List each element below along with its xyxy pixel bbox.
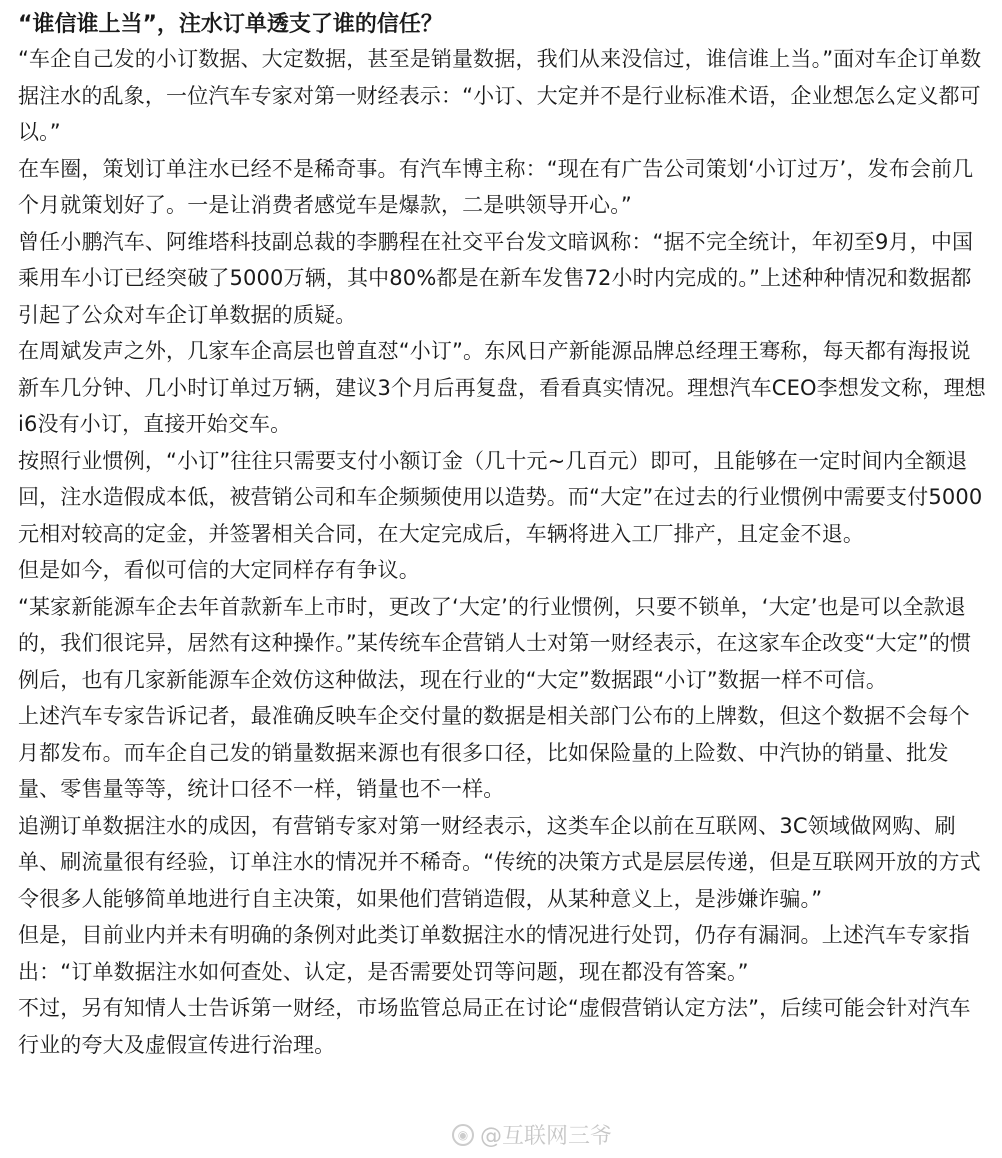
paragraph-6: 但是如今，看似可信的大定同样存有争议。 xyxy=(18,558,420,582)
watermark xyxy=(452,1119,612,1150)
paragraph-3: 曾任小鹏汽车、阿维塔科技副总裁的李鹏程在社交平台发文暗讽称：“据不完全统计，年初至9月，中国乘用车小订已经突破了5000万辆，其中80%都是在新车发售72小时内完成的。”上述种种情况和数据都引起了公众对车企订单数据的质疑。 xyxy=(18,229,974,327)
watermark-text: @互联网三爷 xyxy=(479,1124,612,1149)
paragraph-8: 上述汽车专家告诉记者，最准确反映车企交付量的数据是相关部门公布的上牌数，但这个数据不会每个月都发布。而车企自己发的销量数据来源也有很多口径，比如保险量的上险数、中汽协的销量、批发量、零售量等等，统计口径不一样，销量也不一样。 xyxy=(18,704,970,801)
paragraph-7: “某家新能源车企去年首款新车上市时，更改了‘大定’的行业惯例，只要不锁单，‘大定’也是可以全款退的，我们很诧异，居然有这种操作。”某传统车企营销人士对第一财经表示，在这家车企改变“大定”的惯例后，也有几家新能源车企效仿这种做法，现在行业的“大定”数据跟“小订”数据一样不可信。 xyxy=(18,594,972,692)
paragraph-9: 追溯订单数据注水的成因，有营销专家对第一财经表示，这类车企以前在互联网、3C领域做网购、刷单、刷流量很有经验，订单注水的情况并不稀奇。“传统的决策方式是层层传递，但是互联网开放的方式令很多人能够简单地进行自主决策，如果他们营销造假，从某种意义上，是涉嫌诈骗。” xyxy=(18,813,981,911)
paragraph-5: 按照行业惯例，“小订”往往只需要支付小额订金（几十元~几百元）即可，且能够在一定时间内全额退回，注水造假成本低，被营销公司和车企频频使用以造势。而“大定”在过去的行业惯例中需要支付5000元相对较高的定金，并签署相关合同，在大定完成后，车辆将进入工厂排产，且定金不退。 xyxy=(18,448,983,546)
article-title: “谁信谁上当”，注水订单透支了谁的信任？ xyxy=(18,12,443,37)
paragraph-2: 在车圈，策划订单注水已经不是稀奇事。有汽车博主称：“现在有广告公司策划‘小订过万’，发布会前几个月就策划好了。一是让消费者感觉车是爆款，二是哄领导开心。” xyxy=(18,156,974,217)
paragraph-4: 在周斌发声之外，几家车企高层也曾直怼“小订”。东风日产新能源品牌总经理王骞称，每天都有海报说新车几分钟、几小时订单过万辆，建议3个月后再复盘，看看真实情况。理想汽车CEO李想发文称，理想i6没有小订，直接开始交车。 xyxy=(18,339,986,436)
paragraph-10: 但是，目前业内并未有明确的条例对此类订单数据注水的情况进行处罚，仍存有漏洞。上述汽车专家指出：“订单数据注水如何查处、认定，是否需要处罚等问题，现在都没有答案。” xyxy=(18,923,970,984)
paragraph-1: “车企自己发的小订数据、大定数据，甚至是销量数据，我们从来没信过，谁信谁上当。”面对车企订单数据注水的乱象，一位汽车专家对第一财经表示：“小订、大定并不是行业标准术语，企业想怎么定义都可以。” xyxy=(18,47,982,144)
weibo-icon: ◉ xyxy=(452,1124,474,1146)
paragraph-11: 不过，另有知情人士告诉第一财经，市场监管总局正在讨论“虚假营销认定方法”，后续可能会针对汽车行业的夸大及虚假宣传进行治理。 xyxy=(18,996,971,1057)
